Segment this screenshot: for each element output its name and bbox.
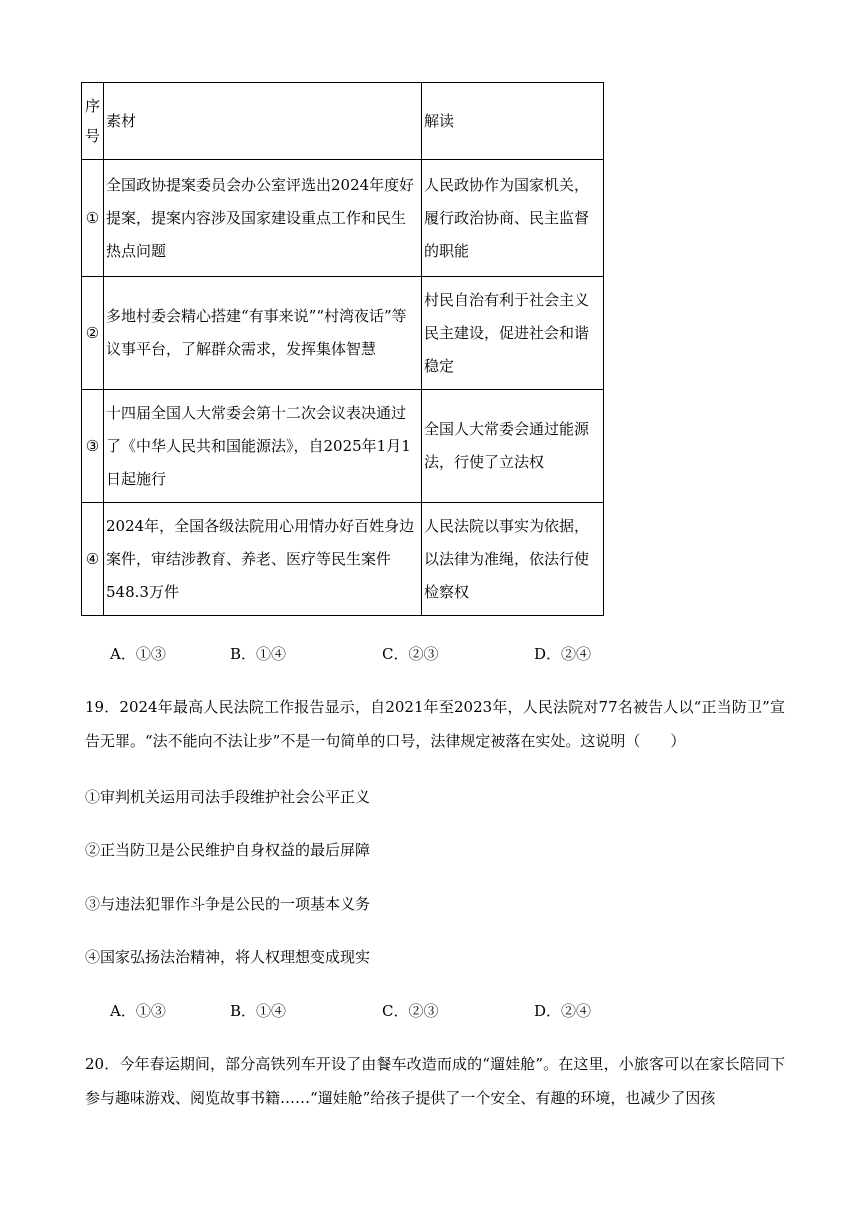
q19-option-d[interactable]: D．②④ bbox=[534, 1002, 592, 1020]
q19-statement-3: ③与违法犯罪作斗争是公民的一项基本义务 bbox=[85, 895, 371, 913]
q18-option-d[interactable]: D．②④ bbox=[534, 645, 592, 663]
header-index-line2: 号 bbox=[84, 127, 100, 145]
row-index: ③ bbox=[82, 390, 104, 503]
header-index bbox=[82, 83, 104, 160]
row-interpretation: 人民法院以事实为依据，以法律为准绳，依法行使检察权 bbox=[422, 503, 604, 616]
q20-stem: 20．今年春运期间，部分高铁列车开设了由餐车改造而成的“遛娃舱”。在这里，小旅客可以在家长陪同下参与趣味游戏、阅览故事书籍……“遛娃舱”给孩子提供了一个安全、有趣的环境，也减少了因孩 bbox=[85, 1055, 785, 1107]
material-table bbox=[81, 82, 604, 616]
q18-options bbox=[110, 643, 630, 667]
q19-statement-1: ①审判机关运用司法手段维护社会公平正义 bbox=[85, 788, 371, 806]
header-index-line1: 序 bbox=[84, 97, 100, 115]
row-material: 多地村委会精心搭建“有事来说”“村湾夜话”等议事平台，了解群众需求，发挥集体智慧 bbox=[104, 277, 422, 390]
table-header-row bbox=[82, 83, 604, 160]
q19-statement-4: ④国家弘扬法治精神，将人权理想变成现实 bbox=[85, 948, 371, 966]
header-interpretation: 解读 bbox=[422, 83, 604, 160]
row-index: ① bbox=[82, 160, 104, 277]
q19-option-a[interactable]: A．①③ bbox=[110, 1002, 166, 1020]
q18-option-c[interactable]: C．②③ bbox=[382, 645, 439, 663]
header-material: 素材 bbox=[104, 83, 422, 160]
table-row bbox=[82, 390, 604, 503]
table-row bbox=[82, 277, 604, 390]
row-interpretation: 村民自治有利于社会主义民主建设，促进社会和谐稳定 bbox=[422, 277, 604, 390]
row-material: 十四届全国人大常委会第十二次会议表决通过了《中华人民共和国能源法》，自2025年1月1日起施行 bbox=[104, 390, 422, 503]
row-index: ② bbox=[82, 277, 104, 390]
table-row bbox=[82, 160, 604, 277]
row-interpretation: 全国人大常委会通过能源法，行使了立法权 bbox=[422, 390, 604, 503]
row-index: ④ bbox=[82, 503, 104, 616]
q18-option-a[interactable]: A．①③ bbox=[110, 645, 166, 663]
row-material: 2024年，全国各级法院用心用情办好百姓身边案件，审结涉教育、养老、医疗等民生案件548.3万件 bbox=[104, 503, 422, 616]
row-material: 全国政协提案委员会办公室评选出2024年度好提案，提案内容涉及国家建设重点工作和民生热点问题 bbox=[104, 160, 422, 277]
q19-option-b[interactable]: B．①④ bbox=[230, 1002, 287, 1020]
q19-option-c[interactable]: C．②③ bbox=[382, 1002, 439, 1020]
row-interpretation: 人民政协作为国家机关，履行政治协商、民主监督的职能 bbox=[422, 160, 604, 277]
q19-options bbox=[110, 1000, 630, 1024]
q19-statement-2: ②正当防卫是公民维护自身权益的最后屏障 bbox=[85, 841, 371, 859]
table-row bbox=[82, 503, 604, 616]
q18-option-b[interactable]: B．①④ bbox=[230, 645, 287, 663]
q19-stem: 19．2024年最高人民法院工作报告显示，自2021年至2023年，人民法院对77名被告人以“正当防卫”宣告无罪。“法不能向不法让步”不是一句简单的口号，法律规定被落在实处。这说明（ ） bbox=[85, 698, 785, 750]
